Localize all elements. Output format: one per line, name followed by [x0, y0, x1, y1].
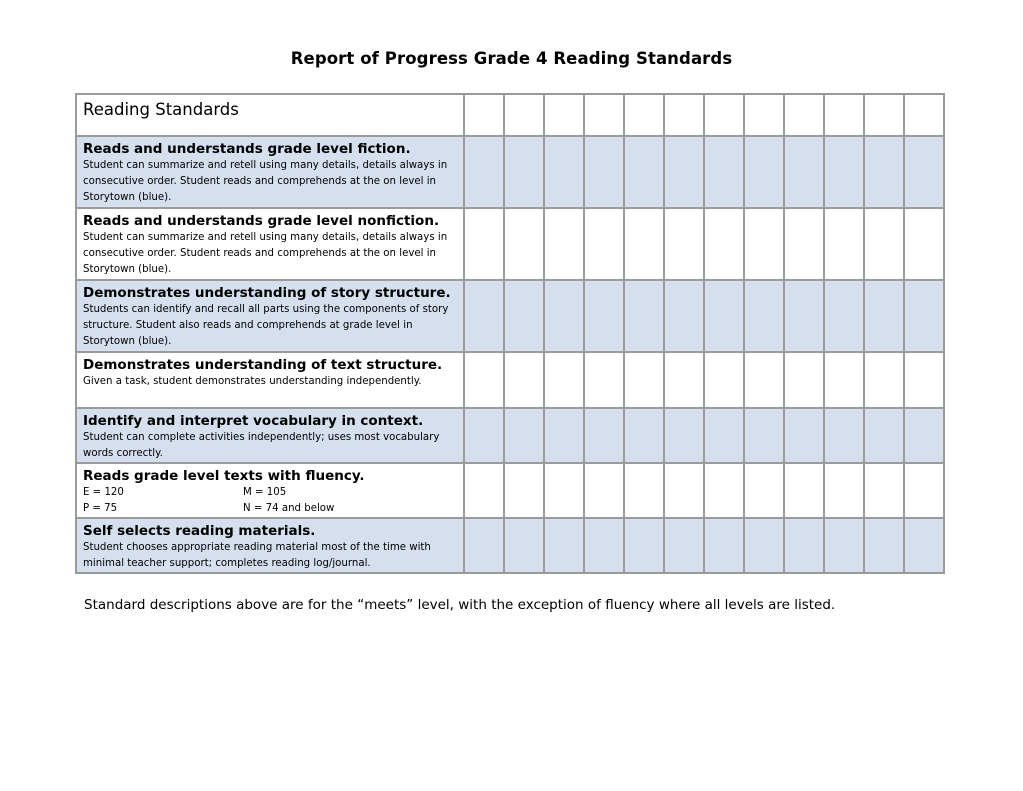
- fluency-level-m: M = 105: [243, 487, 287, 498]
- progress-cell[interactable]: [785, 95, 823, 135]
- standard-description-cell: [77, 281, 463, 351]
- table-header-label: Reading Standards: [83, 100, 239, 119]
- progress-cell[interactable]: [505, 209, 543, 279]
- progress-cell[interactable]: [505, 519, 543, 572]
- progress-cell[interactable]: [465, 209, 503, 279]
- progress-cell[interactable]: [505, 281, 543, 351]
- progress-cell[interactable]: [905, 281, 943, 351]
- progress-cell[interactable]: [625, 519, 663, 572]
- progress-cell[interactable]: [665, 409, 703, 462]
- progress-cell[interactable]: [865, 409, 903, 462]
- progress-cell[interactable]: [825, 519, 863, 572]
- progress-cell[interactable]: [585, 281, 623, 351]
- progress-cell[interactable]: [905, 137, 943, 207]
- progress-cell[interactable]: [545, 281, 583, 351]
- standard-description: Student can summarize and retell using many details, details always in consecutive order. Student reads and comprehends at the on level in Storytown (blue).: [83, 160, 448, 203]
- standard-description-cell: [77, 209, 463, 279]
- standard-row: [77, 519, 943, 572]
- fluency-level-e: E = 120: [83, 487, 124, 498]
- progress-cell[interactable]: [865, 137, 903, 207]
- standard-title: Reads grade level texts with fluency.: [83, 468, 365, 484]
- standard-row: [77, 353, 943, 407]
- progress-cell[interactable]: [465, 409, 503, 462]
- progress-cell[interactable]: [665, 464, 703, 517]
- progress-cell[interactable]: [665, 209, 703, 279]
- progress-cell[interactable]: [625, 137, 663, 207]
- progress-cell[interactable]: [505, 95, 543, 135]
- progress-cell[interactable]: [505, 137, 543, 207]
- standard-description: Given a task, student demonstrates understanding independently.: [83, 376, 422, 387]
- footnote: Standard descriptions above are for the “meets” level, with the exception of fluency where all levels are listed.: [84, 597, 836, 613]
- progress-cell[interactable]: [745, 464, 783, 517]
- progress-cell[interactable]: [625, 353, 663, 407]
- progress-cell[interactable]: [585, 353, 623, 407]
- standard-description-cell: [77, 137, 463, 207]
- standard-description: Student can summarize and retell using many details, details always in consecutive order. Student reads and comprehends at the on level in Storytown (blue).: [83, 232, 448, 275]
- progress-cell[interactable]: [785, 137, 823, 207]
- progress-cell[interactable]: [705, 209, 743, 279]
- progress-cell[interactable]: [865, 519, 903, 572]
- progress-cell[interactable]: [505, 409, 543, 462]
- standard-description: Student can complete activities independently; uses most vocabulary words correctly.: [83, 432, 440, 459]
- progress-cell[interactable]: [625, 464, 663, 517]
- standard-title: Reads and understands grade level nonfiction.: [83, 213, 440, 229]
- progress-cell[interactable]: [465, 137, 503, 207]
- progress-cell[interactable]: [665, 353, 703, 407]
- progress-cell[interactable]: [905, 409, 943, 462]
- progress-cell[interactable]: [705, 281, 743, 351]
- progress-cell[interactable]: [745, 409, 783, 462]
- standard-description-cell: [77, 353, 463, 407]
- progress-cell[interactable]: [545, 137, 583, 207]
- progress-cell[interactable]: [745, 519, 783, 572]
- progress-cell[interactable]: [545, 209, 583, 279]
- page-title: Report of Progress Grade 4 Reading Standards: [290, 49, 733, 68]
- progress-cell[interactable]: [865, 95, 903, 135]
- progress-cell[interactable]: [585, 409, 623, 462]
- progress-cell[interactable]: [865, 209, 903, 279]
- progress-cell[interactable]: [545, 409, 583, 462]
- progress-cell[interactable]: [665, 137, 703, 207]
- progress-cell[interactable]: [585, 209, 623, 279]
- standard-description-cell: [77, 519, 463, 572]
- progress-cell[interactable]: [545, 95, 583, 135]
- progress-cell[interactable]: [545, 464, 583, 517]
- standard-title: Identify and interpret vocabulary in context.: [83, 413, 424, 429]
- progress-cell[interactable]: [825, 137, 863, 207]
- progress-cell[interactable]: [705, 519, 743, 572]
- progress-cell[interactable]: [465, 281, 503, 351]
- reading-standards-table: [75, 93, 945, 574]
- progress-cell[interactable]: [705, 464, 743, 517]
- standard-title: Demonstrates understanding of text structure.: [83, 357, 443, 373]
- progress-cell[interactable]: [585, 519, 623, 572]
- progress-cell[interactable]: [585, 137, 623, 207]
- progress-cell[interactable]: [625, 209, 663, 279]
- progress-cell[interactable]: [825, 409, 863, 462]
- progress-cell[interactable]: [665, 95, 703, 135]
- standard-description-cell: [77, 464, 463, 517]
- progress-cell[interactable]: [625, 95, 663, 135]
- progress-cell[interactable]: [505, 353, 543, 407]
- standard-row: [77, 281, 943, 351]
- progress-cell[interactable]: [785, 353, 823, 407]
- progress-cell[interactable]: [625, 409, 663, 462]
- progress-cell[interactable]: [745, 137, 783, 207]
- fluency-level-n: N = 74 and below: [243, 503, 335, 514]
- progress-cell[interactable]: [705, 95, 743, 135]
- progress-cell[interactable]: [625, 281, 663, 351]
- progress-cell[interactable]: [825, 353, 863, 407]
- progress-cell[interactable]: [905, 209, 943, 279]
- standard-description: Student chooses appropriate reading material most of the time with minimal teacher support; completes reading log/journal.: [83, 542, 431, 569]
- progress-cell[interactable]: [785, 209, 823, 279]
- standard-row: [77, 137, 943, 207]
- progress-cell[interactable]: [825, 281, 863, 351]
- table-header-cell: [77, 95, 463, 135]
- fluency-levels-line: [83, 501, 461, 517]
- progress-cell[interactable]: [665, 519, 703, 572]
- standard-title: Demonstrates understanding of story structure.: [83, 285, 451, 301]
- progress-cell[interactable]: [785, 409, 823, 462]
- table-header-row: [77, 95, 943, 135]
- progress-cell[interactable]: [705, 137, 743, 207]
- progress-cell[interactable]: [505, 464, 543, 517]
- progress-cell[interactable]: [745, 95, 783, 135]
- progress-cell[interactable]: [785, 281, 823, 351]
- progress-cell[interactable]: [825, 209, 863, 279]
- standard-row: [77, 464, 943, 517]
- progress-cell[interactable]: [545, 519, 583, 572]
- progress-cell[interactable]: [585, 95, 623, 135]
- progress-cell[interactable]: [745, 281, 783, 351]
- progress-cell[interactable]: [825, 464, 863, 517]
- progress-cell[interactable]: [465, 519, 503, 572]
- progress-cell[interactable]: [745, 353, 783, 407]
- progress-cell[interactable]: [785, 464, 823, 517]
- progress-cell[interactable]: [785, 519, 823, 572]
- fluency-levels-line: [83, 485, 461, 501]
- standard-row: [77, 209, 943, 279]
- progress-cell[interactable]: [825, 95, 863, 135]
- progress-cell[interactable]: [865, 464, 903, 517]
- progress-cell[interactable]: [585, 464, 623, 517]
- standard-description: Students can identify and recall all parts using the components of story structure. Student also reads and comprehends at grade level in Storytown (blue).: [83, 304, 449, 347]
- progress-cell[interactable]: [545, 353, 583, 407]
- standard-description-cell: [77, 409, 463, 462]
- standard-title: Self selects reading materials.: [83, 523, 316, 539]
- progress-cell[interactable]: [905, 464, 943, 517]
- standard-row: [77, 409, 943, 462]
- progress-cell[interactable]: [705, 353, 743, 407]
- progress-cell[interactable]: [865, 281, 903, 351]
- progress-cell[interactable]: [905, 519, 943, 572]
- progress-cell[interactable]: [665, 281, 703, 351]
- progress-cell[interactable]: [465, 95, 503, 135]
- progress-cell[interactable]: [745, 209, 783, 279]
- progress-cell[interactable]: [465, 353, 503, 407]
- progress-cell[interactable]: [905, 95, 943, 135]
- progress-cell[interactable]: [465, 464, 503, 517]
- fluency-level-p: P = 75: [83, 503, 118, 514]
- standard-title: Reads and understands grade level fiction.: [83, 141, 411, 157]
- progress-cell[interactable]: [865, 353, 903, 407]
- progress-cell[interactable]: [705, 409, 743, 462]
- progress-cell[interactable]: [905, 353, 943, 407]
